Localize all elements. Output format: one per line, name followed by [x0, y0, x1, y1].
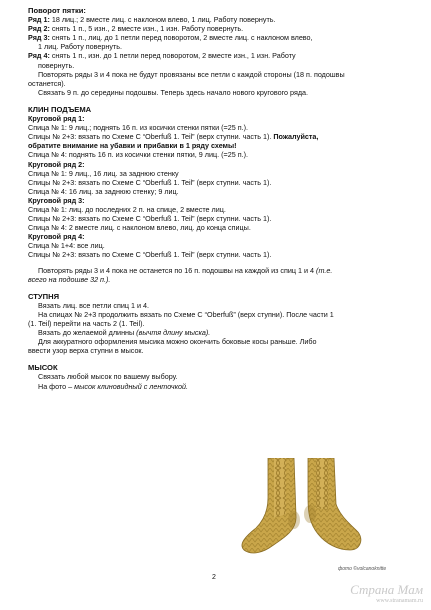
- toe-title: МЫСОК: [28, 363, 58, 373]
- row-label: Ряд 4:: [28, 51, 50, 61]
- row-text: снять 1 п., изн. до 1 петли перед поворотом, 2 вместе изн., 1 изн. Работу: [49, 51, 296, 61]
- page-number: 2: [212, 574, 216, 581]
- round-title: Круговой ряд 1:: [28, 114, 85, 124]
- paragraph: На фото –: [38, 381, 75, 391]
- socks-photo: [234, 458, 364, 562]
- paragraph: останется).: [28, 78, 66, 88]
- paragraph: Связать 9 п. до середины подошвы. Теперь здесь начало нового кругового ряда.: [38, 87, 309, 97]
- foot-title: СТУПНЯ: [28, 291, 60, 301]
- paragraph: Для аккуратного оформления мысика можно окончить боковые косы раньше. Либо: [38, 337, 317, 347]
- photo-caption: фото ©volcanoknitte: [338, 566, 387, 572]
- paragraph: Вязать лиц. все петли спиц 1 и 4.: [38, 300, 150, 310]
- paragraph: Спица № 4: 2 вместе лиц. с наклоном влево, лиц. до конца спицы.: [28, 223, 251, 233]
- paragraph: Спица № 4: поднять 16 п. из косички стенки пятки, 9 лиц. (=25 п.).: [28, 150, 248, 160]
- row-text: 18 лиц.; 2 вместе лиц. с наклоном влево, 1 лиц. Работу повернуть.: [49, 15, 276, 25]
- watermark-text: Страна Мам: [350, 582, 423, 597]
- paragraph: Связать любой мысок по вашему выбору.: [38, 372, 178, 382]
- paragraph: Спицы № 2+3: вязать по Схеме С “Oberfuß 1. Teil” (верх ступни. часть 1).: [28, 250, 272, 260]
- paragraph: Спица № 1: лиц. до последних 2 п. на спице, 2 вместе лиц.: [28, 204, 226, 214]
- note-text: всего на подошве 32 п.).: [28, 274, 111, 284]
- gusset-title: КЛИН ПОДЪЕМА: [28, 104, 92, 114]
- row-text: снять 1 п., лиц. до 1 петли перед поворотом, 2 вместе лиц. с наклоном влево,: [49, 33, 313, 43]
- document-body: [28, 6, 400, 391]
- note-text: (вычтя длину мыска).: [136, 328, 211, 338]
- paragraph: Повторять ряды 3 и 4 пока не останется по 16 п. подошвы на каждой из спиц 1 и 4: [38, 265, 317, 275]
- row-text: снять 1 п., 5 изн., 2 вместе изн., 1 изн. Работу повернуть.: [49, 24, 244, 34]
- socks-illustration: [234, 458, 364, 562]
- paragraph: Спицы № 2+3: вязать по Схеме С “Oberfuß 1. Teil” (верх ступни. часть 1).: [28, 214, 272, 224]
- round-title: Круговой ряд 4:: [28, 232, 85, 242]
- paragraph: Спица № 1: 9 лиц.; поднять 16 п. из косички стенки пятки (=25 п.).: [28, 123, 248, 133]
- row-label: Ряд 3:: [28, 33, 50, 43]
- warning-text: Пожалуйста,: [273, 132, 319, 142]
- paragraph: Спица № 4: 16 лиц. за заднюю стенку; 9 лиц.: [28, 186, 179, 196]
- paragraph: ввести узор верха ступни в мысок.: [28, 346, 144, 356]
- note-text: мысок клиновидный с ленточкой.: [74, 381, 188, 391]
- note-text: (т.е.: [316, 265, 333, 275]
- row-label: Ряд 1:: [28, 15, 50, 25]
- watermark: [350, 582, 423, 604]
- watermark-url: www.stranamam.ru: [376, 598, 423, 604]
- paragraph: Повторять ряды 3 и 4 пока не будут провязаны все петли с каждой стороны (18 п. подошвы: [38, 69, 345, 79]
- paragraph: Спица № 1: 9 лиц., 16 лиц. за заднюю стенку: [28, 168, 179, 178]
- row-text: повернуть.: [38, 60, 75, 70]
- row-text: 1 лиц. Работу повернуть.: [38, 42, 123, 52]
- heel-turn-title: Поворот пятки:: [28, 6, 86, 15]
- round-title: Круговой ряд 3:: [28, 195, 85, 205]
- warning-text: обратите внимание на убавки и прибавки в 1 ряду схемы!: [28, 141, 237, 151]
- paragraph: Спицы № 2+3: вязать по Схеме С “Oberfuß 1. Teil” (верх ступни. часть 1).: [28, 132, 274, 142]
- paragraph: На спицах № 2+3 продолжить вязать по Схеме С “Oberfuß” (верх ступни). После части 1: [38, 309, 334, 319]
- row-label: Ряд 2:: [28, 24, 50, 34]
- paragraph: Спицы № 2+3: вязать по Схеме С “Oberfuß 1. Teil” (верх ступни. часть 1).: [28, 177, 272, 187]
- paragraph: Спица № 1+4: все лиц.: [28, 241, 105, 251]
- paragraph: Вязать до желаемой длинны: [38, 328, 137, 338]
- paragraph: (1. Teil) перейти на часть 2 (1. Teil).: [28, 319, 145, 328]
- round-title: Круговой ряд 2:: [28, 159, 85, 169]
